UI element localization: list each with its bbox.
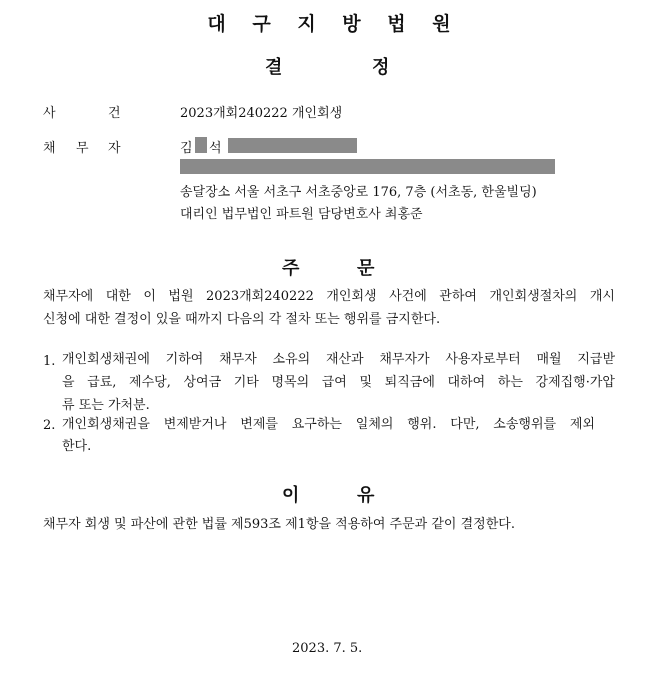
service-address: 송달장소 서울 서초구 서초중앙로 176, 7층 (서초동, 한울빌딩) xyxy=(180,185,537,200)
decision-date: 2023. 7. 5. xyxy=(292,641,363,656)
debtor-name-last: 석 xyxy=(209,141,222,156)
order-intro-line-2: 신청에 대한 결정이 있을 때까지 다음의 각 절차 또는 행위를 금지한다. xyxy=(43,312,441,327)
doc-type-left: 결 xyxy=(265,57,283,78)
order-intro-line-1: 채무자에 대한 이 법원 2023개회240222 개인회생 사건에 관하여 개인회생절차의 개시 xyxy=(43,289,615,304)
order-heading-left: 주 xyxy=(282,258,300,279)
order-item-line: 개인회생채권에 기하여 채무자 소유의 재산과 채무자가 사용자로부터 매월 지급받 xyxy=(62,352,615,367)
order-item-line: 한다. xyxy=(62,439,92,454)
order-item-line: 개인회생채권을 변제받거나 변제를 요구하는 일체의 행위. 다만, 소송행위를 제외 xyxy=(62,417,595,432)
case-number: 2023개회240222 개인회생 xyxy=(180,106,343,121)
order-heading-right: 문 xyxy=(357,258,375,279)
redaction-name xyxy=(195,137,207,153)
debtor-label-char-3: 자 xyxy=(108,141,121,156)
debtor-name-first: 김 xyxy=(180,141,193,156)
redaction-address xyxy=(180,159,555,174)
order-item-number: 1. xyxy=(43,354,56,369)
legal-agent: 대리인 법무법인 파트원 담당변호사 최홍준 xyxy=(180,207,423,222)
reason-heading-right: 유 xyxy=(357,485,375,506)
reason-text: 채무자 회생 및 파산에 관한 법률 제593조 제1항을 적용하여 주문과 같이 결정한다. xyxy=(43,517,515,532)
doc-type-right: 정 xyxy=(372,57,390,78)
order-item-line: 을 급료, 제수당, 상여금 기타 명목의 급여 및 퇴직금에 대하여 하는 강제집행·가압 xyxy=(62,375,615,390)
reason-heading-left: 이 xyxy=(282,485,300,506)
court-title: 대 구 지 방 법 원 xyxy=(207,13,461,35)
order-item-number: 2. xyxy=(43,418,56,433)
case-label-char-1: 사 xyxy=(43,106,56,121)
redaction-id xyxy=(228,138,357,153)
case-label-char-2: 건 xyxy=(108,106,121,121)
debtor-label-char-1: 채 xyxy=(43,141,56,156)
debtor-label-char-2: 무 xyxy=(76,141,89,156)
order-item-line: 류 또는 가처분. xyxy=(62,398,150,413)
